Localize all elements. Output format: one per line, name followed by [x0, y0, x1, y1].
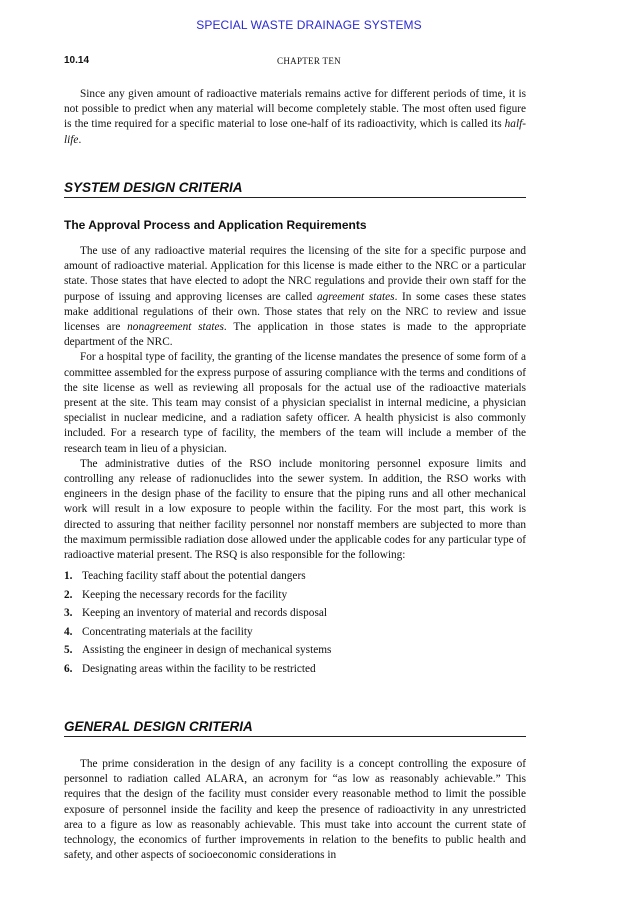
system-design-heading: SYSTEM DESIGN CRITERIA: [64, 180, 526, 198]
list-item-number: 3.: [64, 607, 73, 620]
list-item: [64, 604, 526, 623]
chapter-label: CHAPTER TEN: [277, 56, 341, 66]
intro-text-a: Since any given amount of radioactive materials remains active for different periods of time, it is not possible to predict when any material will become completely stable. The most often used figure is the time required for a specific material to lose one-half of its radioactivity, which is called its: [64, 88, 526, 131]
list-item-number: 6.: [64, 662, 73, 675]
list-item-number: 2.: [64, 588, 73, 601]
list-item-text: Keeping the necessary records for the facility: [82, 588, 288, 601]
approval-process-subheading: The Approval Process and Application Requirements: [64, 218, 367, 232]
list-item: [64, 623, 526, 642]
list-item: [64, 586, 526, 605]
intro-section: [64, 87, 526, 148]
licensing-text-a: The use of any radioactive material requires the licensing of the site for a specific purpose and amount of radioactive material. Application for this license is made either to the NRC or a particular state. Those states that have elected to adopt the NRC regulations and provide their own staff for the purpose of issuing and approving licenses are called: [64, 245, 526, 303]
alara-paragraph: The prime consideration in the design of any facility is a concept controlling the exposure of personnel to radiation called ALARA, an acronym for “as low as reasonably achievable.” This requires that the design of the facility must consider every reasonable method to limit the possible exposure of personnel inside the facility and keep the presence of radioactivity in any unrestricted area to a figure as low as reasonably achievable. This must take into account the current state of technology, the economics of further improvements in relation to the benefits to public health and safety, and other aspects of socioeconomic considerations in: [64, 758, 526, 862]
responsibilities-list-container: [64, 567, 526, 679]
half-life-term: half-life: [64, 118, 526, 146]
list-item-text: Concentrating materials at the facility: [82, 625, 253, 638]
list-item-number: 5.: [64, 644, 73, 657]
list-item-text: Designating areas within the facility to be restricted: [82, 662, 316, 675]
list-item: [64, 660, 526, 679]
running-header: SPECIAL WASTE DRAINAGE SYSTEMS: [196, 18, 422, 32]
licensing-text-b: . In some cases these states make additional regulations of their own. Those states that rely on the NRC to review and issue licenses are: [64, 290, 526, 334]
page-number: 10.14: [64, 55, 90, 66]
nonagreement-states-term: nonagreement states: [127, 321, 224, 334]
general-design-heading: GENERAL DESIGN CRITERIA: [64, 719, 526, 737]
list-item: [64, 641, 526, 660]
system-design-body: [64, 244, 526, 563]
licensing-paragraph: [64, 244, 526, 350]
intro-paragraph: [64, 87, 526, 148]
list-item-text: Assisting the engineer in design of mechanical systems: [82, 644, 332, 657]
list-item: [64, 567, 526, 586]
responsibilities-list: [64, 567, 526, 679]
list-item-text: Keeping an inventory of material and records disposal: [82, 607, 328, 620]
list-item-text: Teaching facility staff about the potential dangers: [82, 570, 306, 582]
agreement-states-term: agreement states: [316, 290, 395, 303]
list-item-number: 4.: [64, 625, 73, 638]
intro-text-b: .: [78, 133, 82, 146]
licensing-text-c: . The application in those states is made to the appropriate department of the NRC.: [64, 321, 527, 349]
general-design-body: [64, 757, 526, 863]
rso-duties-paragraph: The administrative duties of the RSO include monitoring personnel exposure limits and controlling any release of radionuclides into the sewer system. In addition, the RSO works with engineers in the design phase of the facility to ensure that the piping runs and all other mechanical work will result in a low exposure to people within the facility. For the most part, this work is directed to assuring that neither facility personnel nor nonstaff members are subjected to more than the maximum permissible radiation dose allowed under the applicable codes for any particular type of radioactive material present. The RSQ is also responsible for the following:: [64, 457, 526, 562]
list-item-number: 1.: [64, 570, 73, 582]
committee-paragraph: For a hospital type of facility, the granting of the license mandates the presence of some form of a committee assembled for the express purpose of assuring compliance with the terms and conditions of the site license as well as reviewing all proposals for the actual use of the radioactive materials present at the site. This team may consist of a physician specialist in internal medicine, a physician specialist in nuclear medicine, and a radiation safety officer. A health physicist is also commonly included. For a research type of facility, the members of the team will include a member of the research team in lieu of a physician.: [64, 351, 526, 455]
